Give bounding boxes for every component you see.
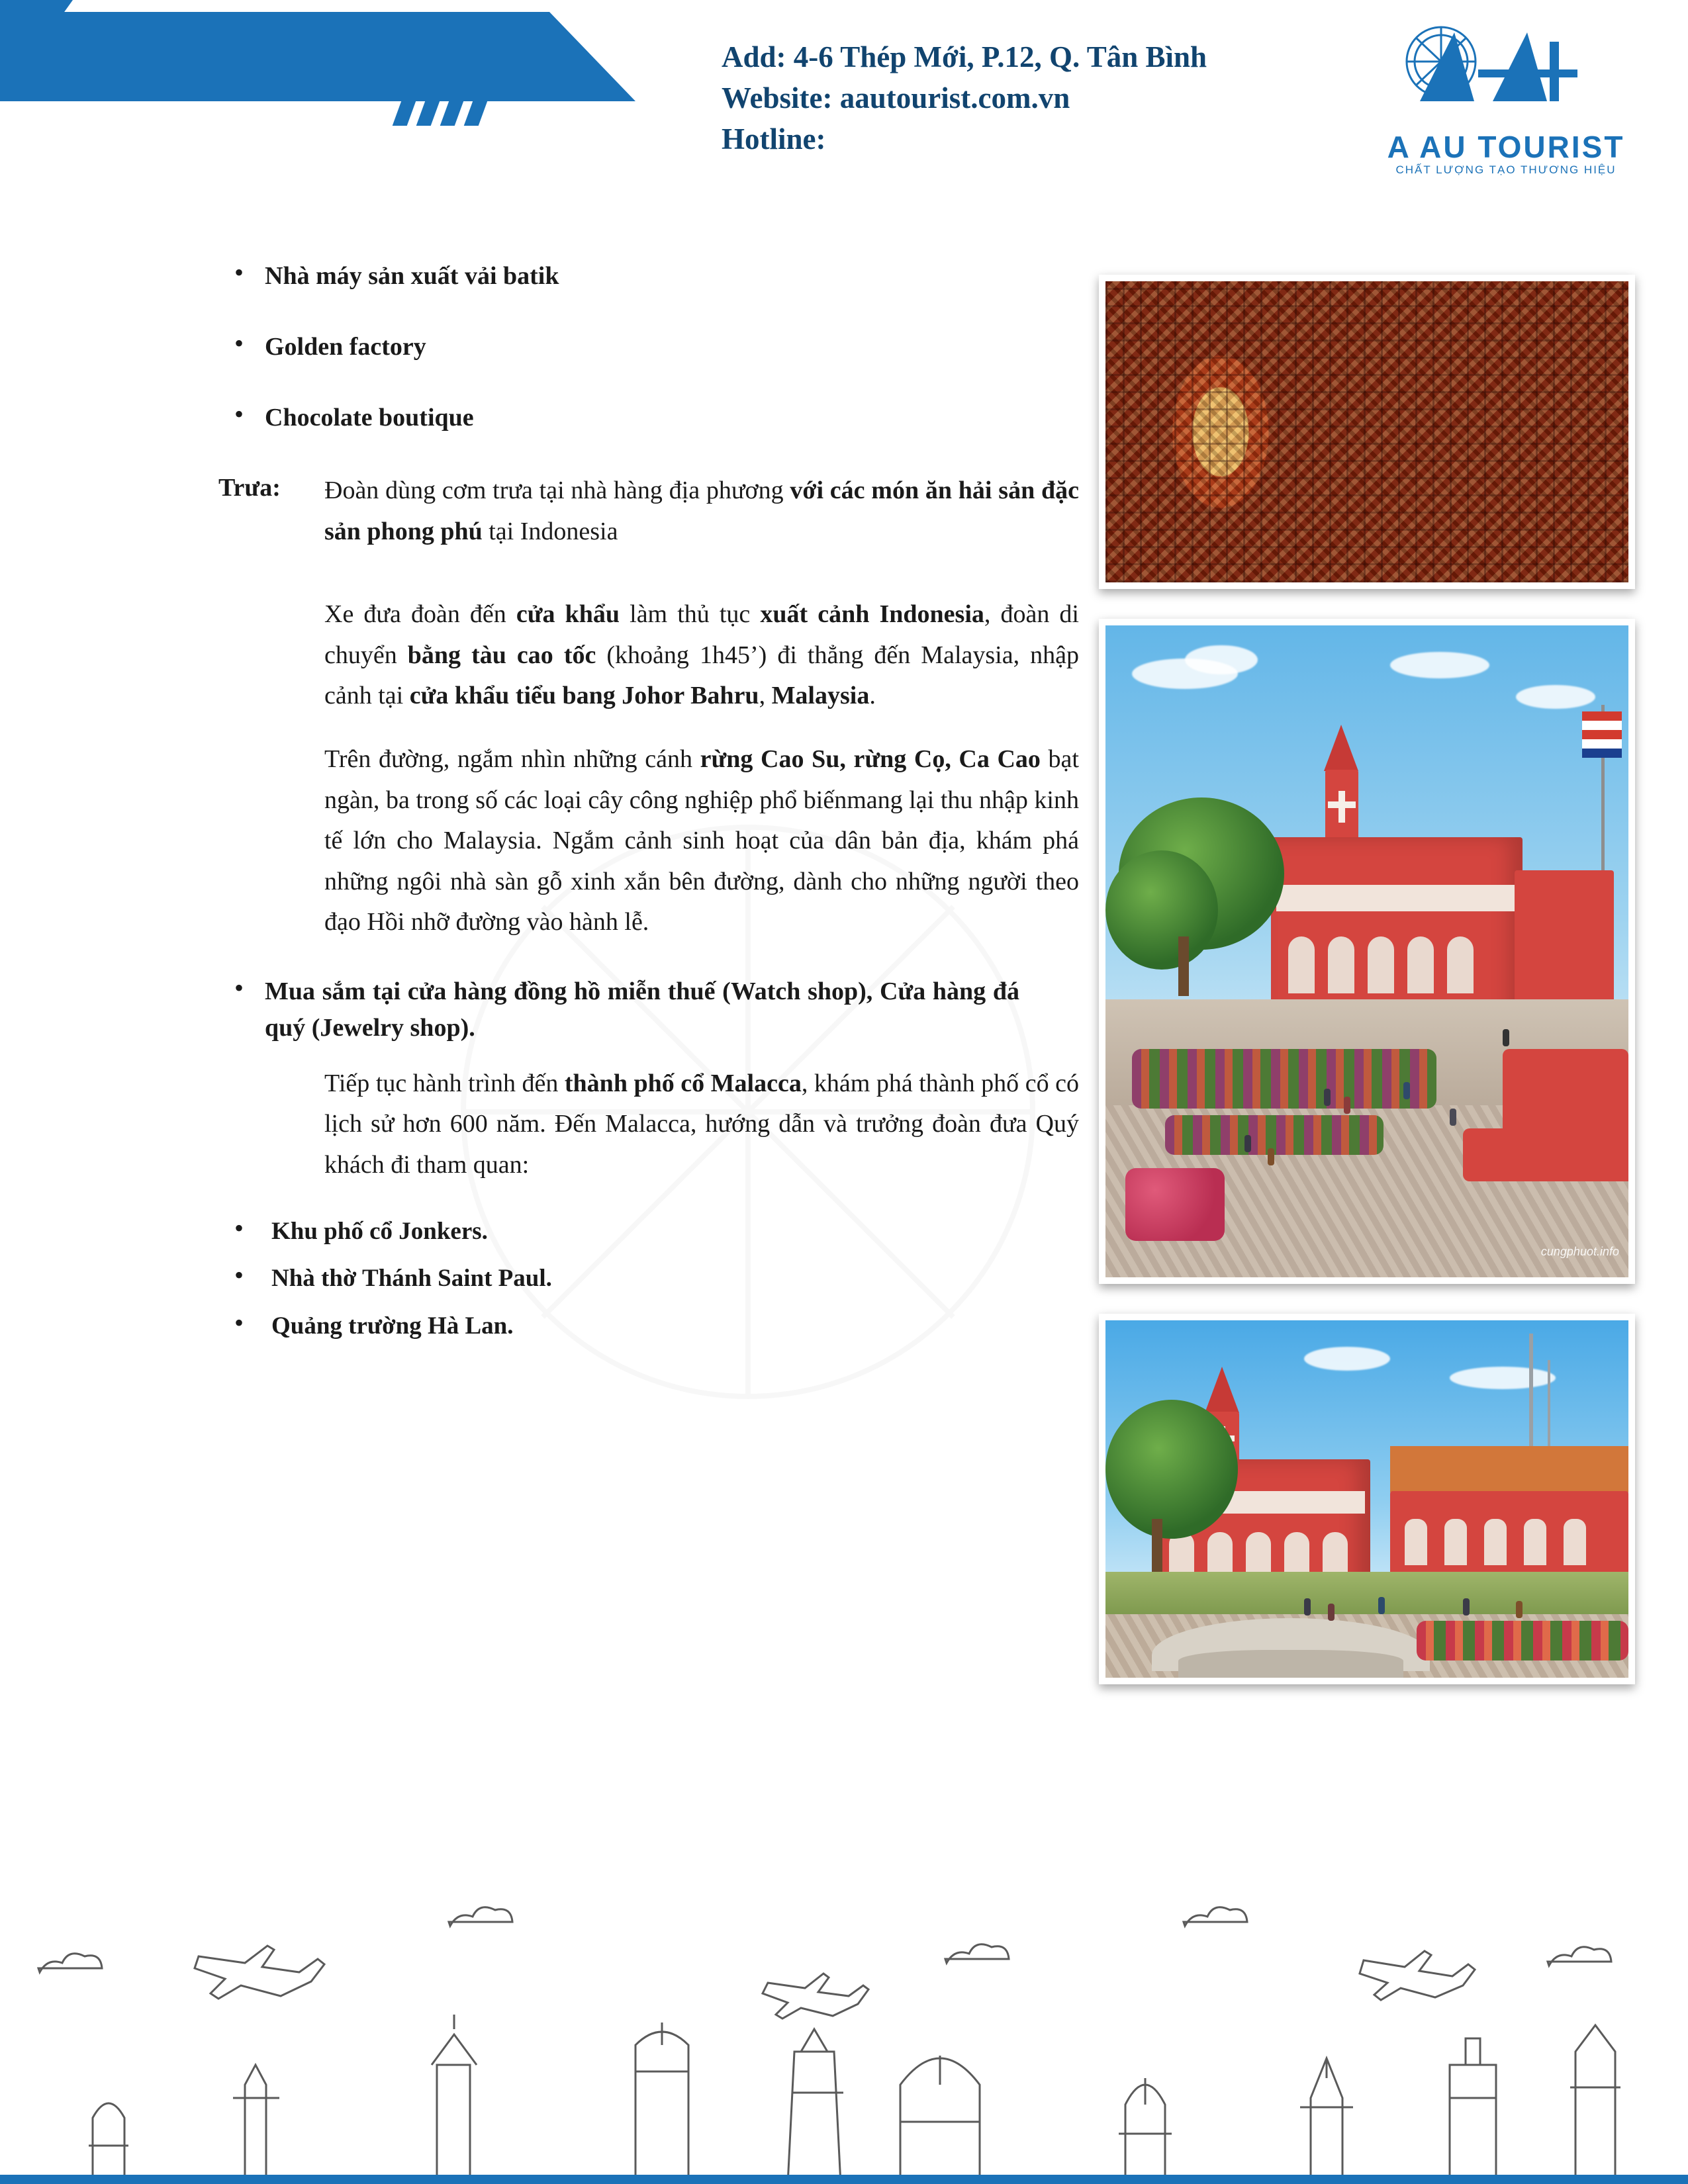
company-contact-block bbox=[722, 36, 1207, 159]
text-run: . bbox=[869, 682, 876, 710]
company-website[interactable]: Website: aautourist.com.vn bbox=[722, 81, 1070, 115]
company-hotline: Hotline: bbox=[722, 122, 826, 156]
text-bold-run: thành phố cổ Malacca bbox=[564, 1069, 802, 1097]
document-body bbox=[218, 258, 1079, 1356]
batik-fabric-photo bbox=[1099, 275, 1635, 589]
text-run: Tiếp tục hành trình đến bbox=[324, 1069, 565, 1097]
dutch-square-malacca-image bbox=[1105, 1320, 1628, 1678]
list-item bbox=[218, 1214, 1079, 1250]
border-crossing-paragraph bbox=[324, 594, 1079, 717]
lunch-text-part1: Đoàn dùng cơm trưa tại nhà hàng địa phương bbox=[324, 477, 790, 505]
bullet-label-golden-factory: Golden factory bbox=[265, 333, 426, 361]
bullet-label-chocolate-boutique: Chocolate boutique bbox=[265, 404, 474, 432]
text-bold-run: xuất cảnh Indonesia bbox=[760, 600, 984, 629]
batik-fabric-image bbox=[1105, 281, 1628, 582]
list-item bbox=[218, 1261, 1079, 1297]
bullet-label-batik: Nhà máy sản xuất vải batik bbox=[265, 262, 559, 290]
lunch-text-part2: tại Indonesia bbox=[482, 517, 618, 545]
company-address: Add: 4-6 Thép Mới, P.12, Q. Tân Bình bbox=[722, 40, 1207, 73]
text-run: làm thủ tục bbox=[620, 600, 761, 629]
text-bold-run: cửa khẩu tiểu bang Johor Bahru bbox=[409, 682, 759, 710]
aa-monogram-icon bbox=[1393, 23, 1592, 122]
bullet-icon: • bbox=[234, 972, 244, 1003]
bullet-label-dutch-square: Quảng trường Hà Lan. bbox=[271, 1312, 514, 1340]
text-run: , khám phá thành phố cổ có lịch sử hơn 600 năm. Đến Malacca, hướng dẫn và trưởng đoàn đưa Quý khách đi tham quan: bbox=[324, 1069, 1079, 1179]
company-logo bbox=[1367, 23, 1645, 175]
text-bold-run: Malaysia bbox=[771, 682, 870, 710]
bullet-icon: • bbox=[234, 1307, 244, 1338]
header-stripes-decoration bbox=[393, 99, 489, 126]
text-run: Xe đưa đoàn đến bbox=[324, 600, 516, 629]
text-bold-run: cửa khẩu bbox=[516, 600, 620, 629]
malacca-block bbox=[324, 1064, 1079, 1186]
christ-church-melaka-image bbox=[1105, 625, 1628, 1277]
list-item bbox=[218, 1308, 1079, 1344]
page-header bbox=[0, 0, 1688, 228]
lunch-paragraph bbox=[324, 471, 1079, 552]
list-item bbox=[218, 974, 1079, 1046]
bullet-icon: • bbox=[234, 328, 244, 359]
bullet-icon: • bbox=[234, 1260, 244, 1291]
list-item bbox=[218, 258, 1079, 295]
text-run: (khoảng 1h45’) đi thẳng đến Malaysia, nhập cảnh tại bbox=[324, 641, 1079, 710]
list-item bbox=[218, 329, 1079, 365]
footer-blue-strip bbox=[0, 2175, 1688, 2184]
logo-slogan: CHẤT LƯỢNG TẠO THƯƠNG HIỆU bbox=[1395, 163, 1617, 176]
text-run: Trên đường, ngắm nhìn những cánh bbox=[324, 745, 700, 774]
border-crossing-block bbox=[324, 594, 1079, 942]
text-bold-run: rừng Cao Su, rừng Cọ, Ca Cao bbox=[700, 745, 1041, 774]
text-bold-run: bằng tàu cao tốc bbox=[407, 641, 596, 669]
bullet-icon: • bbox=[234, 399, 244, 430]
route-scenery-paragraph bbox=[324, 739, 1079, 943]
text-run: bạt ngàn, ba trong số các loại cây công nghiệp phổ biếnmang lại thu nhập kinh tế lớn cho Malaysia. Ngắm cảnh sinh hoạt của dân bản địa, khám phá những ngôi nhà sàn gỗ xinh xắn bên đường, dành cho những người theo đạo Hồi nhỡ đường vào hành lễ. bbox=[324, 745, 1079, 936]
photo-watermark: cungphuot.info bbox=[1540, 1245, 1619, 1258]
header-blue-band bbox=[0, 12, 662, 101]
bullet-icon: • bbox=[234, 257, 244, 287]
bullet-label-saint-paul: Nhà thờ Thánh Saint Paul. bbox=[271, 1265, 552, 1293]
lunch-label: Trưa: bbox=[218, 474, 281, 502]
christ-church-melaka-photo bbox=[1099, 619, 1635, 1284]
dutch-square-malacca-photo bbox=[1099, 1314, 1635, 1684]
malacca-paragraph bbox=[324, 1064, 1079, 1186]
text-run: , bbox=[759, 682, 772, 710]
text-run: , đoàn di chuyển bbox=[324, 600, 1079, 669]
lunch-text-bold: với các món ăn hải sản đặc sản phong phú bbox=[324, 477, 1079, 545]
bullet-icon: • bbox=[234, 1212, 244, 1243]
malacca-sight-list bbox=[218, 1214, 1079, 1344]
page-footer-illustration bbox=[0, 1899, 1688, 2184]
bullet-label-jonkers: Khu phố cổ Jonkers. bbox=[271, 1217, 488, 1245]
list-item bbox=[218, 400, 1079, 436]
logo-company-name: A AU TOURIST bbox=[1387, 130, 1625, 164]
lunch-block bbox=[218, 471, 1079, 574]
bullet-label-shopping: Mua sắm tại cửa hàng đồng hồ miễn thuế (Watch shop), Cửa hàng đá quý (Jewelry shop). bbox=[265, 977, 1019, 1042]
